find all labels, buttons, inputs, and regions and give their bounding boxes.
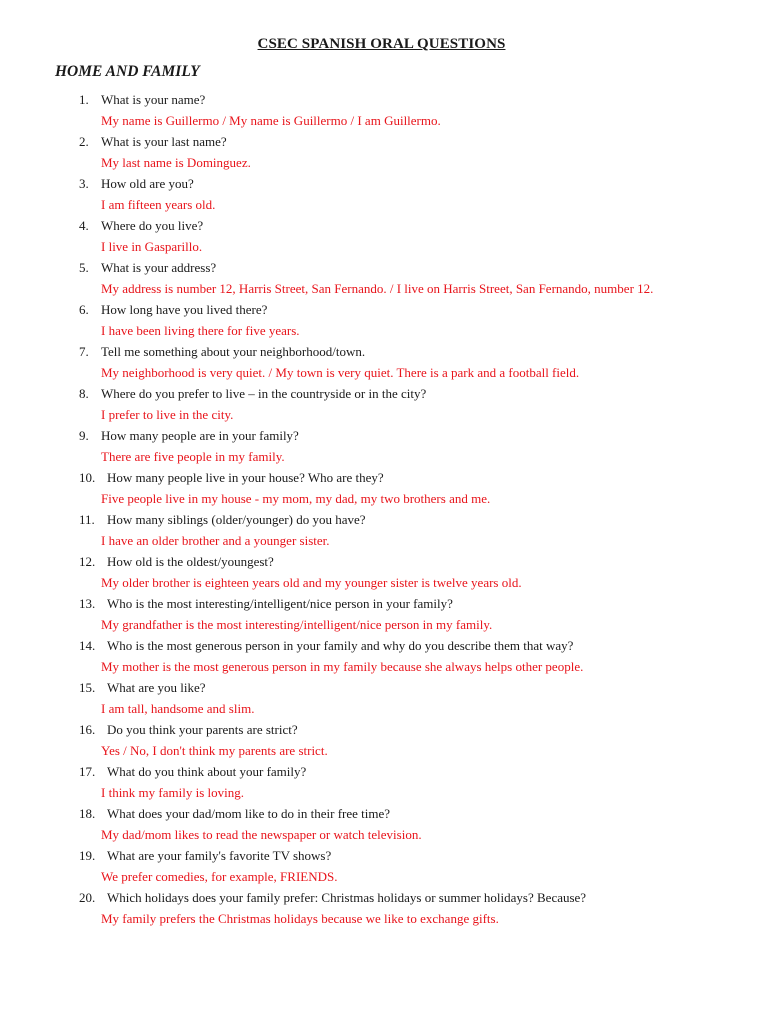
question-text: Where do you live? bbox=[101, 218, 204, 233]
qa-item bbox=[0, 425, 768, 467]
qa-item bbox=[0, 635, 768, 677]
qa-item bbox=[0, 761, 768, 803]
question-number: 4. bbox=[79, 218, 89, 233]
question-number: 13. bbox=[79, 596, 96, 611]
question-text: How many people are in your family? bbox=[101, 428, 299, 443]
answer-text: My name is Guillermo / My name is Guillermo / I am Guillermo. bbox=[101, 113, 441, 128]
answer-text: My neighborhood is very quiet. / My town is very quiet. There is a park and a football field. bbox=[101, 365, 580, 380]
question-text: How old are you? bbox=[101, 176, 194, 191]
answer-text: Yes / No, I don't think my parents are strict. bbox=[101, 743, 328, 758]
question-number: 18. bbox=[79, 806, 96, 821]
answer-text: I prefer to live in the city. bbox=[101, 407, 234, 422]
answer-text: My family prefers the Christmas holidays because we like to exchange gifts. bbox=[101, 911, 499, 926]
question-number: 6. bbox=[79, 302, 89, 317]
qa-item bbox=[0, 299, 768, 341]
qa-item bbox=[0, 383, 768, 425]
question-number: 16. bbox=[79, 722, 96, 737]
qa-item bbox=[0, 173, 768, 215]
question-text: Tell me something about your neighborhood/town. bbox=[101, 344, 366, 359]
answer-text: I have been living there for five years. bbox=[101, 323, 300, 338]
answer-text: I am tall, handsome and slim. bbox=[101, 701, 255, 716]
question-number: 14. bbox=[79, 638, 96, 653]
qa-item bbox=[0, 551, 768, 593]
question-number: 11. bbox=[79, 512, 95, 527]
question-number: 8. bbox=[79, 386, 89, 401]
question-number: 3. bbox=[79, 176, 89, 191]
question-list bbox=[0, 89, 768, 929]
question-text: How many siblings (older/younger) do you have? bbox=[107, 512, 366, 527]
qa-item bbox=[0, 845, 768, 887]
qa-item bbox=[0, 341, 768, 383]
question-number: 9. bbox=[79, 428, 89, 443]
answer-text: Five people live in my house - my mom, my dad, my two brothers and me. bbox=[101, 491, 491, 506]
question-text: How long have you lived there? bbox=[101, 302, 268, 317]
answer-text: My last name is Dominguez. bbox=[101, 155, 251, 170]
question-text: What is your last name? bbox=[101, 134, 227, 149]
answer-text: My address is number 12, Harris Street, San Fernando. / I live on Harris Street, San Fernando, number 12. bbox=[101, 281, 654, 296]
question-text: Where do you prefer to live – in the countryside or in the city? bbox=[101, 386, 427, 401]
question-text: What are you like? bbox=[107, 680, 206, 695]
question-text: Who is the most generous person in your family and why do you describe them that way? bbox=[107, 638, 574, 653]
question-number: 19. bbox=[79, 848, 96, 863]
qa-item bbox=[0, 509, 768, 551]
qa-item bbox=[0, 215, 768, 257]
question-number: 15. bbox=[79, 680, 96, 695]
question-text: How many people live in your house? Who are they? bbox=[107, 470, 384, 485]
question-number: 17. bbox=[79, 764, 96, 779]
section-heading: HOME AND FAMILY bbox=[55, 63, 200, 80]
question-number: 12. bbox=[79, 554, 96, 569]
answer-text: My mother is the most generous person in my family because she always helps other people. bbox=[101, 659, 584, 674]
question-text: What is your name? bbox=[101, 92, 206, 107]
question-number: 7. bbox=[79, 344, 89, 359]
qa-item bbox=[0, 131, 768, 173]
answer-text: I live in Gasparillo. bbox=[101, 239, 203, 254]
question-text: Which holidays does your family prefer: Christmas holidays or summer holidays? Because? bbox=[107, 890, 587, 905]
question-text: Do you think your parents are strict? bbox=[107, 722, 298, 737]
qa-item bbox=[0, 887, 768, 929]
qa-item bbox=[0, 719, 768, 761]
question-number: 2. bbox=[79, 134, 89, 149]
question-text: What does your dad/mom like to do in their free time? bbox=[107, 806, 391, 821]
document-title: CSEC SPANISH ORAL QUESTIONS bbox=[257, 36, 506, 52]
qa-item bbox=[0, 257, 768, 299]
question-number: 20. bbox=[79, 890, 96, 905]
qa-item bbox=[0, 467, 768, 509]
answer-text: My older brother is eighteen years old and my younger sister is twelve years old. bbox=[101, 575, 522, 590]
qa-item bbox=[0, 89, 768, 131]
answer-text: My dad/mom likes to read the newspaper or watch television. bbox=[101, 827, 422, 842]
question-number: 10. bbox=[79, 470, 96, 485]
question-number: 5. bbox=[79, 260, 89, 275]
qa-item bbox=[0, 677, 768, 719]
answer-text: I am fifteen years old. bbox=[101, 197, 216, 212]
qa-item bbox=[0, 593, 768, 635]
qa-item bbox=[0, 803, 768, 845]
answer-text: My grandfather is the most interesting/intelligent/nice person in my family. bbox=[101, 617, 493, 632]
question-text: Who is the most interesting/intelligent/nice person in your family? bbox=[107, 596, 453, 611]
answer-text: There are five people in my family. bbox=[101, 449, 285, 464]
answer-text: I think my family is loving. bbox=[101, 785, 244, 800]
question-number: 1. bbox=[79, 92, 89, 107]
question-text: How old is the oldest/youngest? bbox=[107, 554, 274, 569]
answer-text: I have an older brother and a younger sister. bbox=[101, 533, 330, 548]
question-text: What is your address? bbox=[101, 260, 217, 275]
question-text: What do you think about your family? bbox=[107, 764, 307, 779]
question-text: What are your family's favorite TV shows? bbox=[107, 848, 332, 863]
answer-text: We prefer comedies, for example, FRIENDS. bbox=[101, 869, 338, 884]
